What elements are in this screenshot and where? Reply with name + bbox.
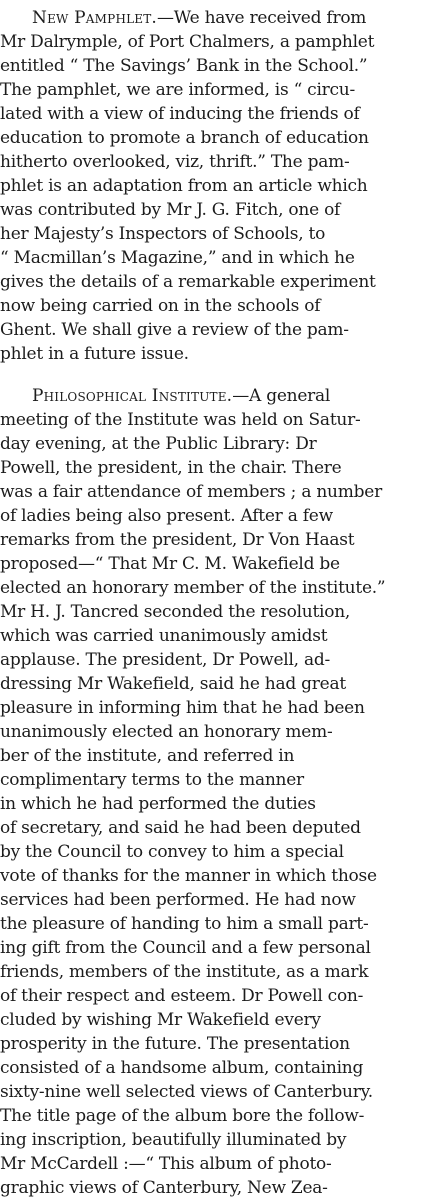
article-text: by the Council to convey to him a special xyxy=(0,842,344,862)
article-text: in which he had performed the duties xyxy=(0,794,316,814)
article-line xyxy=(0,432,447,456)
article-line xyxy=(0,318,447,342)
article-line xyxy=(0,342,447,366)
article-text: was a fair attendance of members ; a number xyxy=(0,482,382,502)
article-line xyxy=(0,6,447,30)
article-text: Ghent. We shall give a review of the pam- xyxy=(0,320,349,340)
article-text: meeting of the Institute was held on Satur- xyxy=(0,410,361,430)
article-text: of secretary, and said he had been deputed xyxy=(0,818,361,838)
article-text: the pleasure of handing to him a small part- xyxy=(0,914,369,934)
article-text: sixty-nine well selected views of Canterbury. xyxy=(0,1082,373,1102)
article-heading: Philosophical Institute. xyxy=(32,386,233,406)
article-line xyxy=(0,384,447,408)
article-text: day evening, at the Public Library: Dr xyxy=(0,434,317,454)
article-text: —A general xyxy=(232,386,331,406)
article-text: ing gift from the Council and a few personal xyxy=(0,938,371,958)
article-line xyxy=(0,174,447,198)
article-text: her Majesty’s Inspectors of Schools, to xyxy=(0,224,326,244)
article-line xyxy=(0,126,447,150)
article-text: hitherto overlooked, viz, thrift.” The pam- xyxy=(0,152,350,172)
article-line xyxy=(0,1032,447,1056)
article-line xyxy=(0,150,447,174)
article-text: complimentary terms to the manner xyxy=(0,770,304,790)
article-line xyxy=(0,840,447,864)
article-line xyxy=(0,912,447,936)
article-line xyxy=(0,1104,447,1128)
article-text: of their respect and esteem. Dr Powell con- xyxy=(0,986,364,1006)
article-line xyxy=(0,528,447,552)
article-text: remarks from the president, Dr Von Haast xyxy=(0,530,355,550)
article-line xyxy=(0,294,447,318)
article-line xyxy=(0,672,447,696)
article-text: entitled “ The Savings’ Bank in the School.” xyxy=(0,56,368,76)
article-line xyxy=(0,54,447,78)
article-text: Mr Dalrymple, of Port Chalmers, a pamphlet xyxy=(0,32,375,52)
article-text: unanimously elected an honorary mem- xyxy=(0,722,333,742)
article-line xyxy=(0,270,447,294)
article-line xyxy=(0,936,447,960)
article-line xyxy=(0,624,447,648)
article-text: —We have received from xyxy=(157,8,367,28)
article-line xyxy=(0,648,447,672)
article-line xyxy=(0,552,447,576)
article-line xyxy=(0,960,447,984)
article-line xyxy=(0,792,447,816)
article-line xyxy=(0,198,447,222)
article-text: was contributed by Mr J. G. Fitch, one of xyxy=(0,200,341,220)
article-text: Powell, the president, in the chair. There xyxy=(0,458,342,478)
article-text: of ladies being also present. After a few xyxy=(0,506,333,526)
article-line xyxy=(0,1152,447,1176)
article-text: Mr McCardell :—“ This album of photo- xyxy=(0,1154,332,1174)
article-line xyxy=(0,246,447,270)
article-text: services had been performed. He had now xyxy=(0,890,356,910)
article-text: education to promote a branch of education xyxy=(0,128,369,148)
article-line xyxy=(0,768,447,792)
article-line xyxy=(0,864,447,888)
article-text: graphic views of Canterbury, New Zea- xyxy=(0,1178,328,1198)
article-text: cluded by wishing Mr Wakefield every xyxy=(0,1010,321,1030)
article-line xyxy=(0,1176,447,1200)
article-line xyxy=(0,984,447,1008)
article-line xyxy=(0,696,447,720)
article-text: ber of the institute, and referred in xyxy=(0,746,295,766)
article-text: now being carried on in the schools of xyxy=(0,296,321,316)
article-line xyxy=(0,78,447,102)
article-text: elected an honorary member of the institute.” xyxy=(0,578,386,598)
article-text: ing inscription, beautifully illuminated by xyxy=(0,1130,347,1150)
article-line xyxy=(0,1008,447,1032)
article-text: “ Macmillan’s Magazine,” and in which he xyxy=(0,248,355,268)
article-heading: New Pamphlet. xyxy=(32,8,158,28)
article-text: The pamphlet, we are informed, is “ circu- xyxy=(0,80,355,100)
article-line xyxy=(0,600,447,624)
article-line xyxy=(0,30,447,54)
article-text: consisted of a handsome album, containing xyxy=(0,1058,364,1078)
article-line xyxy=(0,1128,447,1152)
article-line xyxy=(0,102,447,126)
article-text: which was carried unanimously amidst xyxy=(0,626,328,646)
article-text: vote of thanks for the manner in which those xyxy=(0,866,377,886)
article-text: dressing Mr Wakefield, said he had great xyxy=(0,674,346,694)
article-text: pleasure in informing him that he had been xyxy=(0,698,365,718)
article-line xyxy=(0,1056,447,1080)
article-line xyxy=(0,744,447,768)
article-text: prosperity in the future. The presentation xyxy=(0,1034,350,1054)
article-text: phlet is an adaptation from an article which xyxy=(0,176,368,196)
article-text: applause. The president, Dr Powell, ad- xyxy=(0,650,330,670)
article-line xyxy=(0,720,447,744)
article-text: The title page of the album bore the follow- xyxy=(0,1106,365,1126)
article-line xyxy=(0,504,447,528)
article-line xyxy=(0,456,447,480)
article-text: friends, members of the institute, as a mark xyxy=(0,962,369,982)
article-line xyxy=(0,1080,447,1104)
article-line xyxy=(0,816,447,840)
article-line xyxy=(0,480,447,504)
article-line xyxy=(0,408,447,432)
article-text: lated with a view of inducing the friends of xyxy=(0,104,360,124)
article-line xyxy=(0,888,447,912)
article-text: proposed—“ That Mr C. M. Wakefield be xyxy=(0,554,340,574)
article-line xyxy=(0,576,447,600)
article-line xyxy=(0,222,447,246)
article-text: phlet in a future issue. xyxy=(0,344,189,364)
article-text: gives the details of a remarkable experiment xyxy=(0,272,376,292)
article-text: Mr H. J. Tancred seconded the resolution, xyxy=(0,602,351,622)
